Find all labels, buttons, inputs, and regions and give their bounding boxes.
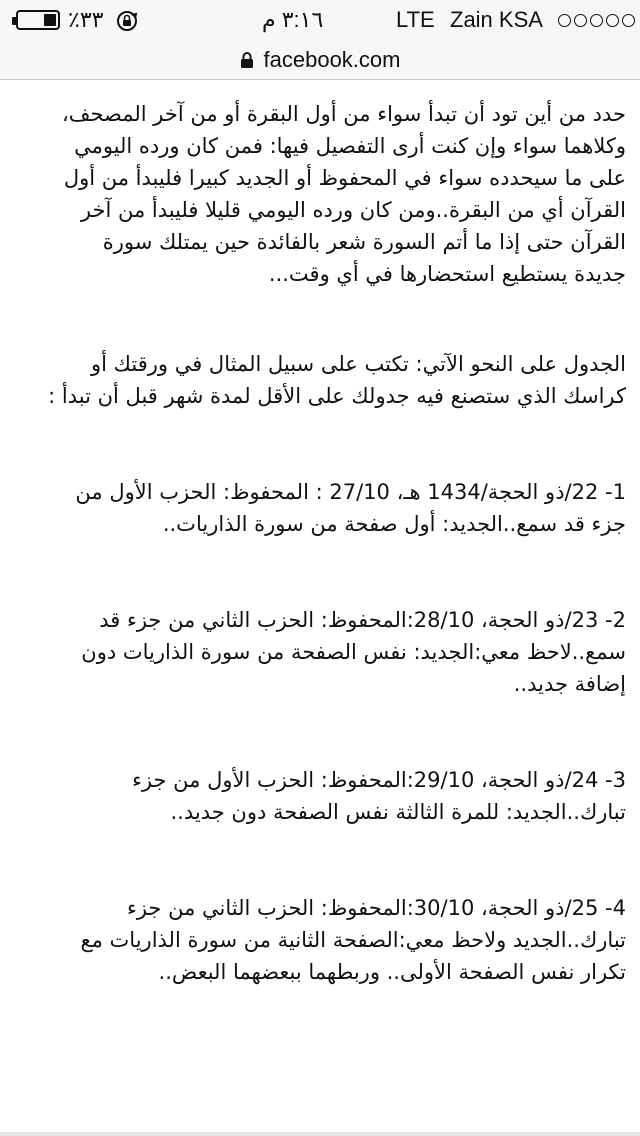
post-content <box>46 98 626 1052</box>
schedule-item-4: 4- 25/ذو الحجة، 30/10:المحفوظ: الحزب الثاني من جزء تبارك..الجديد ولاحظ معي:الصفحة الثانية من سورة الذاريات مع تكرار نفس الصفحة الأولى.. وربطهما ببعضهما البعض.. <box>80 896 626 984</box>
carrier-name: Zain KSA <box>450 7 543 32</box>
battery-icon <box>16 10 60 30</box>
url-text[interactable]: facebook.com <box>263 46 401 72</box>
rotation-lock-icon <box>116 10 138 32</box>
intro-paragraph: حدد من أين تود أن تبدأ سواء من أول البقرة أو من آخر المصحف، وكلاهما سواء وإن كنت أرى التفصيل فيها: فمن كان ورده اليومي على ما سيحدده سواء في المحفوظ أو الجديد كبيرا فليبدأ من أول القرآن أي من البقرة..ومن كان ورده اليومي قليلا فليبدأ من آخر القرآن حتى إذا ما أتم السورة شعر بالفائدة حين يمتلك سورة جديدة يستطيع استحضارها في أي وقت... <box>61 102 626 286</box>
clock: ٣:١٦ م <box>262 7 324 32</box>
status-bar <box>0 0 640 40</box>
schedule-item-2: 2- 23/ذو الحجة، 28/10:المحفوظ: الحزب الثاني من جزء قد سمع..لاحظ معي:الجديد: نفس الصفحة من سورة الذاريات دون إضافة جديد.. <box>81 608 626 696</box>
battery-percent: ٪٣٣ <box>68 7 104 32</box>
battery-fill <box>44 14 56 26</box>
address-bar[interactable] <box>0 40 640 80</box>
schedule-item-1: 1- 22/ذو الحجة/1434 هـ، 27/10 : المحفوظ: الحزب الأول من جزء قد سمع..الجديد: أول صفحة من سورة الذاريات.. <box>75 480 626 536</box>
lock-icon <box>240 51 254 69</box>
signal-strength-icon <box>558 14 635 27</box>
bottom-edge <box>0 1132 640 1136</box>
network-type: LTE <box>396 7 435 32</box>
table-intro-paragraph: الجدول على النحو الآتي: تكتب على سبيل المثال في ورقتك أو كراسك الذي ستصنع فيه جدولك على الأقل لمدة شهر قبل أن تبدأ : <box>48 352 626 408</box>
battery-cap <box>12 17 16 25</box>
schedule-item-3: 3- 24/ذو الحجة، 29/10:المحفوظ: الحزب الأول من جزء تبارك..الجديد: للمرة الثالثة نفس الصفحة دون جديد.. <box>132 768 626 824</box>
